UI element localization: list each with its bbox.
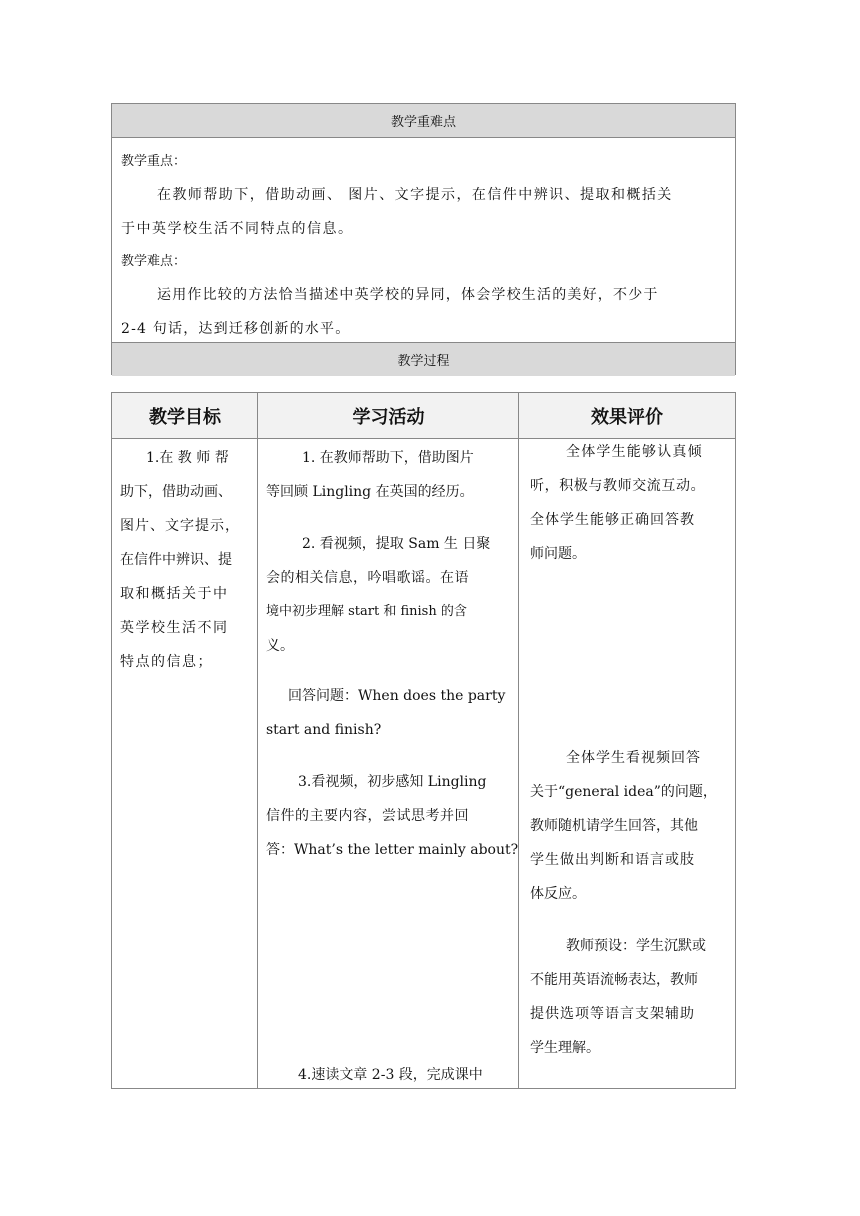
activity-line: 1. 在教师帮助下，借助图片 <box>302 450 474 466</box>
column-header-activity: 学习活动 <box>258 393 519 439</box>
evaluation-line: 全体学生能够正确回答教 <box>530 512 695 528</box>
evaluation-line: 提供选项等语言支架辅助 <box>530 1006 695 1022</box>
evaluation-line: 体反应。 <box>530 886 586 902</box>
process-table <box>111 392 736 1089</box>
key-points-header: 教学重难点 <box>112 104 735 138</box>
difficult-point-line-2: 2-4 句话，达到迁移创新的水平。 <box>121 321 351 337</box>
activity-line: start and finish? <box>266 722 382 738</box>
column-divider <box>518 393 519 1088</box>
evaluation-line: 听，积极与教师交流互动。 <box>530 478 706 494</box>
goal-line: 取和概括关于中 <box>120 586 229 602</box>
evaluation-line: 教师随机请学生回答，其他 <box>530 818 698 834</box>
evaluation-line: 关于“general idea”的问题， <box>530 784 717 800</box>
activity-line: 信件的主要内容，尝试思考并回 <box>266 808 469 824</box>
goal-cell <box>120 441 258 679</box>
goal-line: 特点的信息； <box>120 654 213 670</box>
activity-line: 义。 <box>266 638 294 654</box>
activity-line: 等回顾 Lingling 在英国的经历。 <box>266 484 474 500</box>
key-points-table <box>111 103 736 375</box>
evaluation-line: 学生做出判断和语言或肢 <box>530 852 695 868</box>
column-header-goal: 教学目标 <box>112 393 258 439</box>
activity-line: 境中初步理解 start 和 finish 的含 <box>266 604 467 619</box>
goal-line: 英学校生活不同 <box>120 620 229 636</box>
evaluation-cell <box>530 435 730 571</box>
evaluation-line: 不能用英语流畅表达，教师 <box>530 972 698 988</box>
activity-line: 2. 看视频，提取 Sam 生 日聚 <box>302 536 491 552</box>
evaluation-line: 师问题。 <box>530 546 586 562</box>
evaluation-line: 全体学生能够认真倾 <box>566 444 703 460</box>
evaluation-line: 学生理解。 <box>530 1040 600 1056</box>
goal-line: 1.在 教 师 帮 <box>146 450 229 466</box>
column-header-evaluation: 效果评价 <box>519 393 735 439</box>
evaluation-line: 教师预设：学生沉默或 <box>566 938 706 954</box>
activity-cell <box>266 441 519 867</box>
process-header: 教学过程 <box>112 342 735 376</box>
difficult-point-line-1: 运用作比较的方法恰当描述中英学校的异同，体会学校生活的美好，不少于 <box>157 287 659 303</box>
evaluation-line: 全体学生看视频回答 <box>566 750 701 766</box>
difficult-point-label: 教学难点： <box>121 254 187 269</box>
key-point-line-2: 于中英学校生活不同特点的信息。 <box>121 221 354 237</box>
key-point-line-1: 在教师帮助下，借助动画、 图片、文字提示，在信件中辨识、提取和概括关 <box>157 187 673 203</box>
activity-line: 会的相关信息，吟唱歌谣。在语 <box>266 570 469 586</box>
key-point-label: 教学重点： <box>121 154 187 169</box>
activity-line: 4.速读文章 2-3 段，完成课中 <box>298 1067 483 1083</box>
activity-line: 回答问题：When does the party <box>288 688 506 704</box>
goal-line: 助下，借助动画、 <box>120 484 232 500</box>
evaluation-cell <box>530 741 730 1065</box>
activity-line: 3.看视频，初步感知 Lingling <box>298 774 487 790</box>
activity-line: 答：What’s the letter mainly about? <box>266 842 519 858</box>
goal-line: 在信件中辨识、提 <box>120 552 232 568</box>
goal-line: 图片、文字提示， <box>120 518 240 534</box>
